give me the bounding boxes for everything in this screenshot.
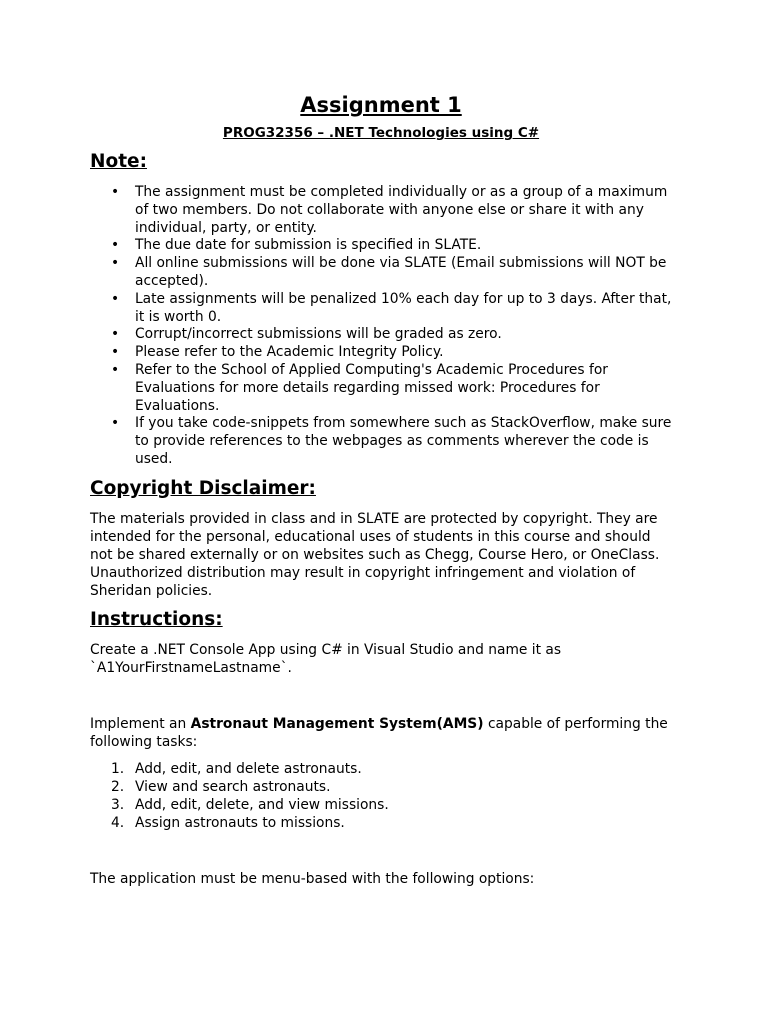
bullet-icon: •: [111, 255, 120, 272]
task-number: 3.: [111, 796, 125, 813]
menu-options-text: The application must be menu-based with the following options:: [90, 870, 535, 887]
note-item: [111, 184, 672, 237]
note-item-text: The assignment must be completed individually or as a group of a maximum of two members. Do not collaborate with anyone else or share it with any individual, party, or entity.: [135, 184, 668, 236]
ams-name: Astronaut Management System(AMS): [190, 715, 484, 732]
document-subtitle: PROG32356 – .NET Technologies using C#: [222, 125, 540, 141]
bullet-icon: •: [111, 415, 120, 432]
note-item-text: Please refer to the Academic Integrity Policy.: [135, 344, 444, 361]
task-text: Assign astronauts to missions.: [135, 814, 345, 831]
note-item: [111, 290, 672, 327]
note-item: [111, 415, 672, 468]
bullet-icon: •: [111, 344, 120, 361]
note-item: [111, 344, 672, 362]
note-item: [111, 361, 672, 415]
bullet-icon: •: [111, 237, 120, 254]
note-item: [111, 255, 672, 291]
bullet-icon: •: [111, 326, 120, 343]
task-list: [90, 760, 672, 832]
create-app-text: Create a .NET Console App using C# in Visual Studio and name it as `A1YourFirstnameLastname`.: [90, 641, 562, 676]
implement-suffix: capable of performing the following tasks:: [90, 715, 668, 750]
note-item-text: Corrupt/incorrect submissions will be graded as zero.: [135, 326, 502, 343]
task-item: [111, 778, 672, 796]
note-item-text: All online submissions will be done via SLATE (Email submissions will NOT be accepted).: [135, 255, 667, 289]
note-item-text: The due date for submission is specified in SLATE.: [135, 237, 482, 254]
implement-text: [90, 715, 672, 751]
task-item: [111, 760, 672, 778]
implement-prefix: Implement an: [90, 715, 191, 732]
task-text: View and search astronauts.: [135, 778, 331, 795]
copyright-heading: Copyright Disclaimer:: [90, 477, 316, 499]
bullet-icon: •: [111, 290, 120, 307]
note-item-text: If you take code-snippets from somewhere such as StackOverflow, make sure to provide references to the webpages as comments wherever the code is used.: [135, 415, 672, 467]
task-number: 4.: [111, 814, 125, 831]
bullet-icon: •: [111, 361, 120, 378]
task-number: 2.: [111, 778, 125, 795]
copyright-text: The materials provided in class and in SLATE are protected by copyright. They are intended for the personal, educational uses of students in this course and should not be shared externally or on websites such as Chegg, Course Hero, or OneClass. Unauthorized distribution may result in copyright infringement and violation of Sheridan policies.: [90, 510, 660, 599]
note-item: [111, 326, 672, 344]
task-number: 1.: [111, 760, 125, 777]
note-item: [111, 237, 672, 255]
note-item-text: Late assignments will be penalized 10% each day for up to 3 days. After that, it is worth 0.: [135, 290, 672, 325]
note-heading: Note:: [90, 151, 147, 172]
note-list: [90, 184, 672, 469]
instructions-heading: Instructions:: [90, 608, 223, 630]
task-item: [111, 814, 672, 832]
note-item-text: Refer to the School of Applied Computing's Academic Procedures for Evaluations for more details regarding missed work: Procedures for Evaluations.: [135, 361, 608, 414]
task-item: [111, 796, 672, 814]
bullet-icon: •: [111, 184, 120, 200]
document-title: Assignment 1: [300, 93, 462, 117]
task-text: Add, edit, delete, and view missions.: [135, 796, 389, 813]
task-text: Add, edit, and delete astronauts.: [135, 760, 362, 777]
